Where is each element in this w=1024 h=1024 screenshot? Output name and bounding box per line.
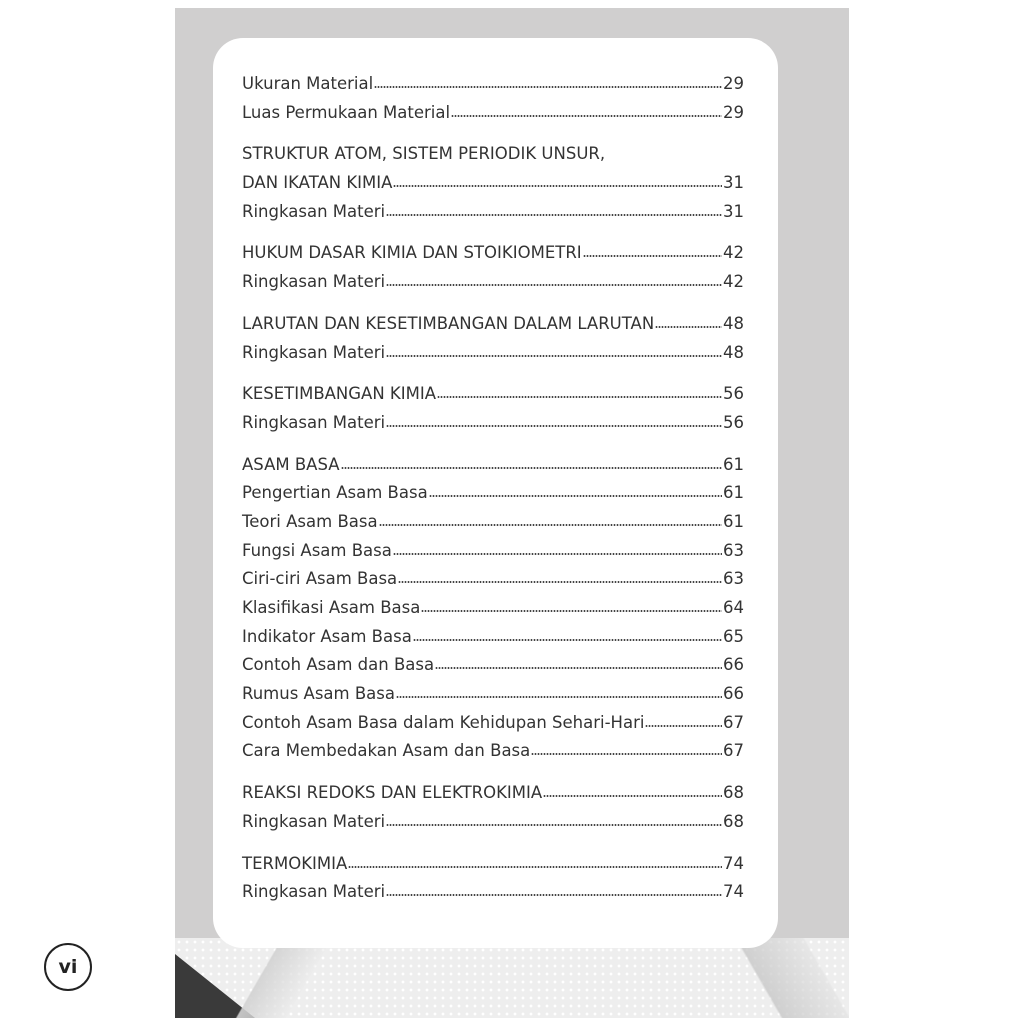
toc-entry-title: Luas Permukaan Material	[242, 102, 451, 122]
toc-entry-title: Ringkasan Materi	[242, 201, 386, 221]
toc-entry[interactable]	[242, 651, 744, 680]
toc-entry[interactable]	[242, 680, 744, 709]
toc-entry-title: HUKUM DASAR KIMIA DAN STOIKIOMETRI	[242, 243, 582, 263]
dot-leader	[386, 354, 722, 358]
toc-entry[interactable]	[242, 779, 744, 808]
toc-entry-page: 67	[723, 712, 744, 732]
toc-entry-title: Ringkasan Materi	[242, 811, 386, 831]
toc-entry-title: Contoh Asam Basa dalam Kehidupan Sehari-Hari	[242, 712, 645, 732]
toc-group	[242, 451, 744, 767]
toc-entry[interactable]	[242, 878, 744, 907]
toc-entry-title: TERMOKIMIA	[242, 853, 348, 873]
toc-entry-page: 68	[723, 811, 744, 831]
table-of-contents	[242, 70, 744, 920]
toc-entry-page: 42	[723, 272, 744, 292]
toc-entry[interactable]	[242, 594, 744, 623]
dot-leader	[655, 325, 722, 329]
dot-leader	[341, 466, 722, 470]
toc-entry-title: Ringkasan Materi	[242, 272, 386, 292]
dot-leader	[531, 752, 722, 756]
toc-entry-title: LARUTAN DAN KESETIMBANGAN DALAM LARUTAN	[242, 313, 655, 333]
page-number: vi	[44, 943, 92, 991]
toc-entry[interactable]	[242, 339, 744, 368]
toc-entry[interactable]	[242, 850, 744, 879]
dot-leader	[374, 85, 722, 89]
toc-entry[interactable]	[242, 169, 744, 198]
toc-group	[242, 779, 744, 836]
footer-shade-right	[679, 938, 849, 1018]
dot-leader	[386, 893, 722, 897]
toc-entry-title: Pengertian Asam Basa	[242, 483, 428, 503]
toc-entry-title: ASAM BASA	[242, 454, 340, 474]
toc-entry[interactable]	[242, 99, 744, 128]
toc-entry-page: 66	[723, 655, 744, 675]
toc-entry-page: 29	[723, 74, 744, 93]
toc-entry-title: Contoh Asam dan Basa	[242, 655, 435, 675]
toc-entry-title: Fungsi Asam Basa	[242, 540, 392, 560]
toc-entry-title: Ringkasan Materi	[242, 342, 386, 362]
toc-entry-page: 31	[723, 201, 744, 221]
toc-entry-page: 56	[723, 412, 744, 432]
toc-entry-page: 64	[723, 598, 744, 617]
toc-entry-title: Ringkasan Materi	[242, 882, 386, 902]
dot-leader	[386, 823, 722, 827]
dot-leader	[393, 552, 722, 556]
dot-leader	[645, 724, 722, 728]
toc-entry-page: 74	[723, 882, 744, 902]
toc-entry-page: 31	[723, 173, 744, 193]
toc-entry-page: 61	[723, 511, 744, 531]
toc-group	[242, 310, 744, 367]
dot-leader	[386, 213, 722, 217]
dot-leader	[386, 424, 722, 428]
toc-entry-title: REAKSI REDOKS DAN ELEKTROKIMIA	[242, 783, 543, 803]
toc-entry-title: KESETIMBANGAN KIMIA	[242, 384, 437, 404]
toc-entry[interactable]	[242, 70, 744, 99]
toc-entry-title: Ukuran Material	[242, 74, 374, 93]
toc-entry-page: 42	[723, 243, 744, 263]
toc-entry-page: 29	[723, 102, 744, 122]
toc-entry[interactable]	[242, 565, 744, 594]
toc-entry[interactable]	[242, 479, 744, 508]
dot-leader	[451, 114, 722, 118]
toc-entry[interactable]	[242, 380, 744, 409]
toc-entry[interactable]	[242, 198, 744, 227]
dot-leader	[393, 184, 722, 188]
dot-leader	[413, 638, 722, 642]
toc-entry-title: Rumus Asam Basa	[242, 684, 396, 704]
toc-entry-page: 48	[723, 342, 744, 362]
dot-leader	[379, 523, 722, 527]
toc-entry-page: 56	[723, 384, 744, 404]
toc-entry-title: Ciri-ciri Asam Basa	[242, 569, 398, 589]
toc-entry-title: Ringkasan Materi	[242, 412, 386, 432]
toc-entry-title: Teori Asam Basa	[242, 511, 378, 531]
toc-entry[interactable]	[242, 737, 744, 766]
toc-entry-page: 68	[723, 783, 744, 803]
toc-entry[interactable]	[242, 808, 744, 837]
toc-entry-page: 61	[723, 454, 744, 474]
toc-entry-title: Klasifikasi Asam Basa	[242, 598, 421, 617]
toc-entry[interactable]	[242, 451, 744, 480]
toc-entry-page: 67	[723, 741, 744, 761]
dot-leader	[543, 794, 722, 798]
toc-entry-page: 48	[723, 313, 744, 333]
toc-entry[interactable]	[242, 409, 744, 438]
toc-entry[interactable]	[242, 508, 744, 537]
dot-leader	[583, 254, 722, 258]
dot-leader	[398, 580, 722, 584]
dot-leader	[386, 283, 722, 287]
toc-group	[242, 850, 744, 907]
toc-entry-title: Cara Membedakan Asam dan Basa	[242, 741, 531, 761]
dot-leader	[437, 395, 722, 399]
toc-entry-page: 65	[723, 626, 744, 646]
toc-heading-line: STRUKTUR ATOM, SISTEM PERIODIK UNSUR,	[242, 144, 606, 164]
toc-entry-page: 74	[723, 853, 744, 873]
toc-group	[242, 239, 744, 296]
toc-entry[interactable]	[242, 310, 744, 339]
toc-entry[interactable]	[242, 268, 744, 297]
toc-entry-title: DAN IKATAN KIMIA	[242, 173, 393, 193]
dot-leader	[429, 494, 722, 498]
toc-entry[interactable]	[242, 623, 744, 652]
toc-entry-page: 63	[723, 540, 744, 560]
toc-entry[interactable]	[242, 239, 744, 268]
dot-leader	[421, 609, 722, 613]
toc-entry-title: Indikator Asam Basa	[242, 626, 412, 646]
footer-band	[175, 938, 849, 1018]
toc-entry[interactable]	[242, 709, 744, 738]
toc-entry[interactable]	[242, 537, 744, 566]
footer-shade-left	[215, 938, 335, 1018]
toc-group	[242, 380, 744, 437]
toc-group	[242, 70, 744, 127]
dot-leader	[396, 695, 722, 699]
dot-leader	[435, 666, 722, 670]
dot-leader	[348, 865, 722, 869]
toc-entry-page: 61	[723, 483, 744, 503]
toc-group	[242, 140, 744, 226]
toc-entry-page: 66	[723, 684, 744, 704]
toc-entry-page: 63	[723, 569, 744, 589]
